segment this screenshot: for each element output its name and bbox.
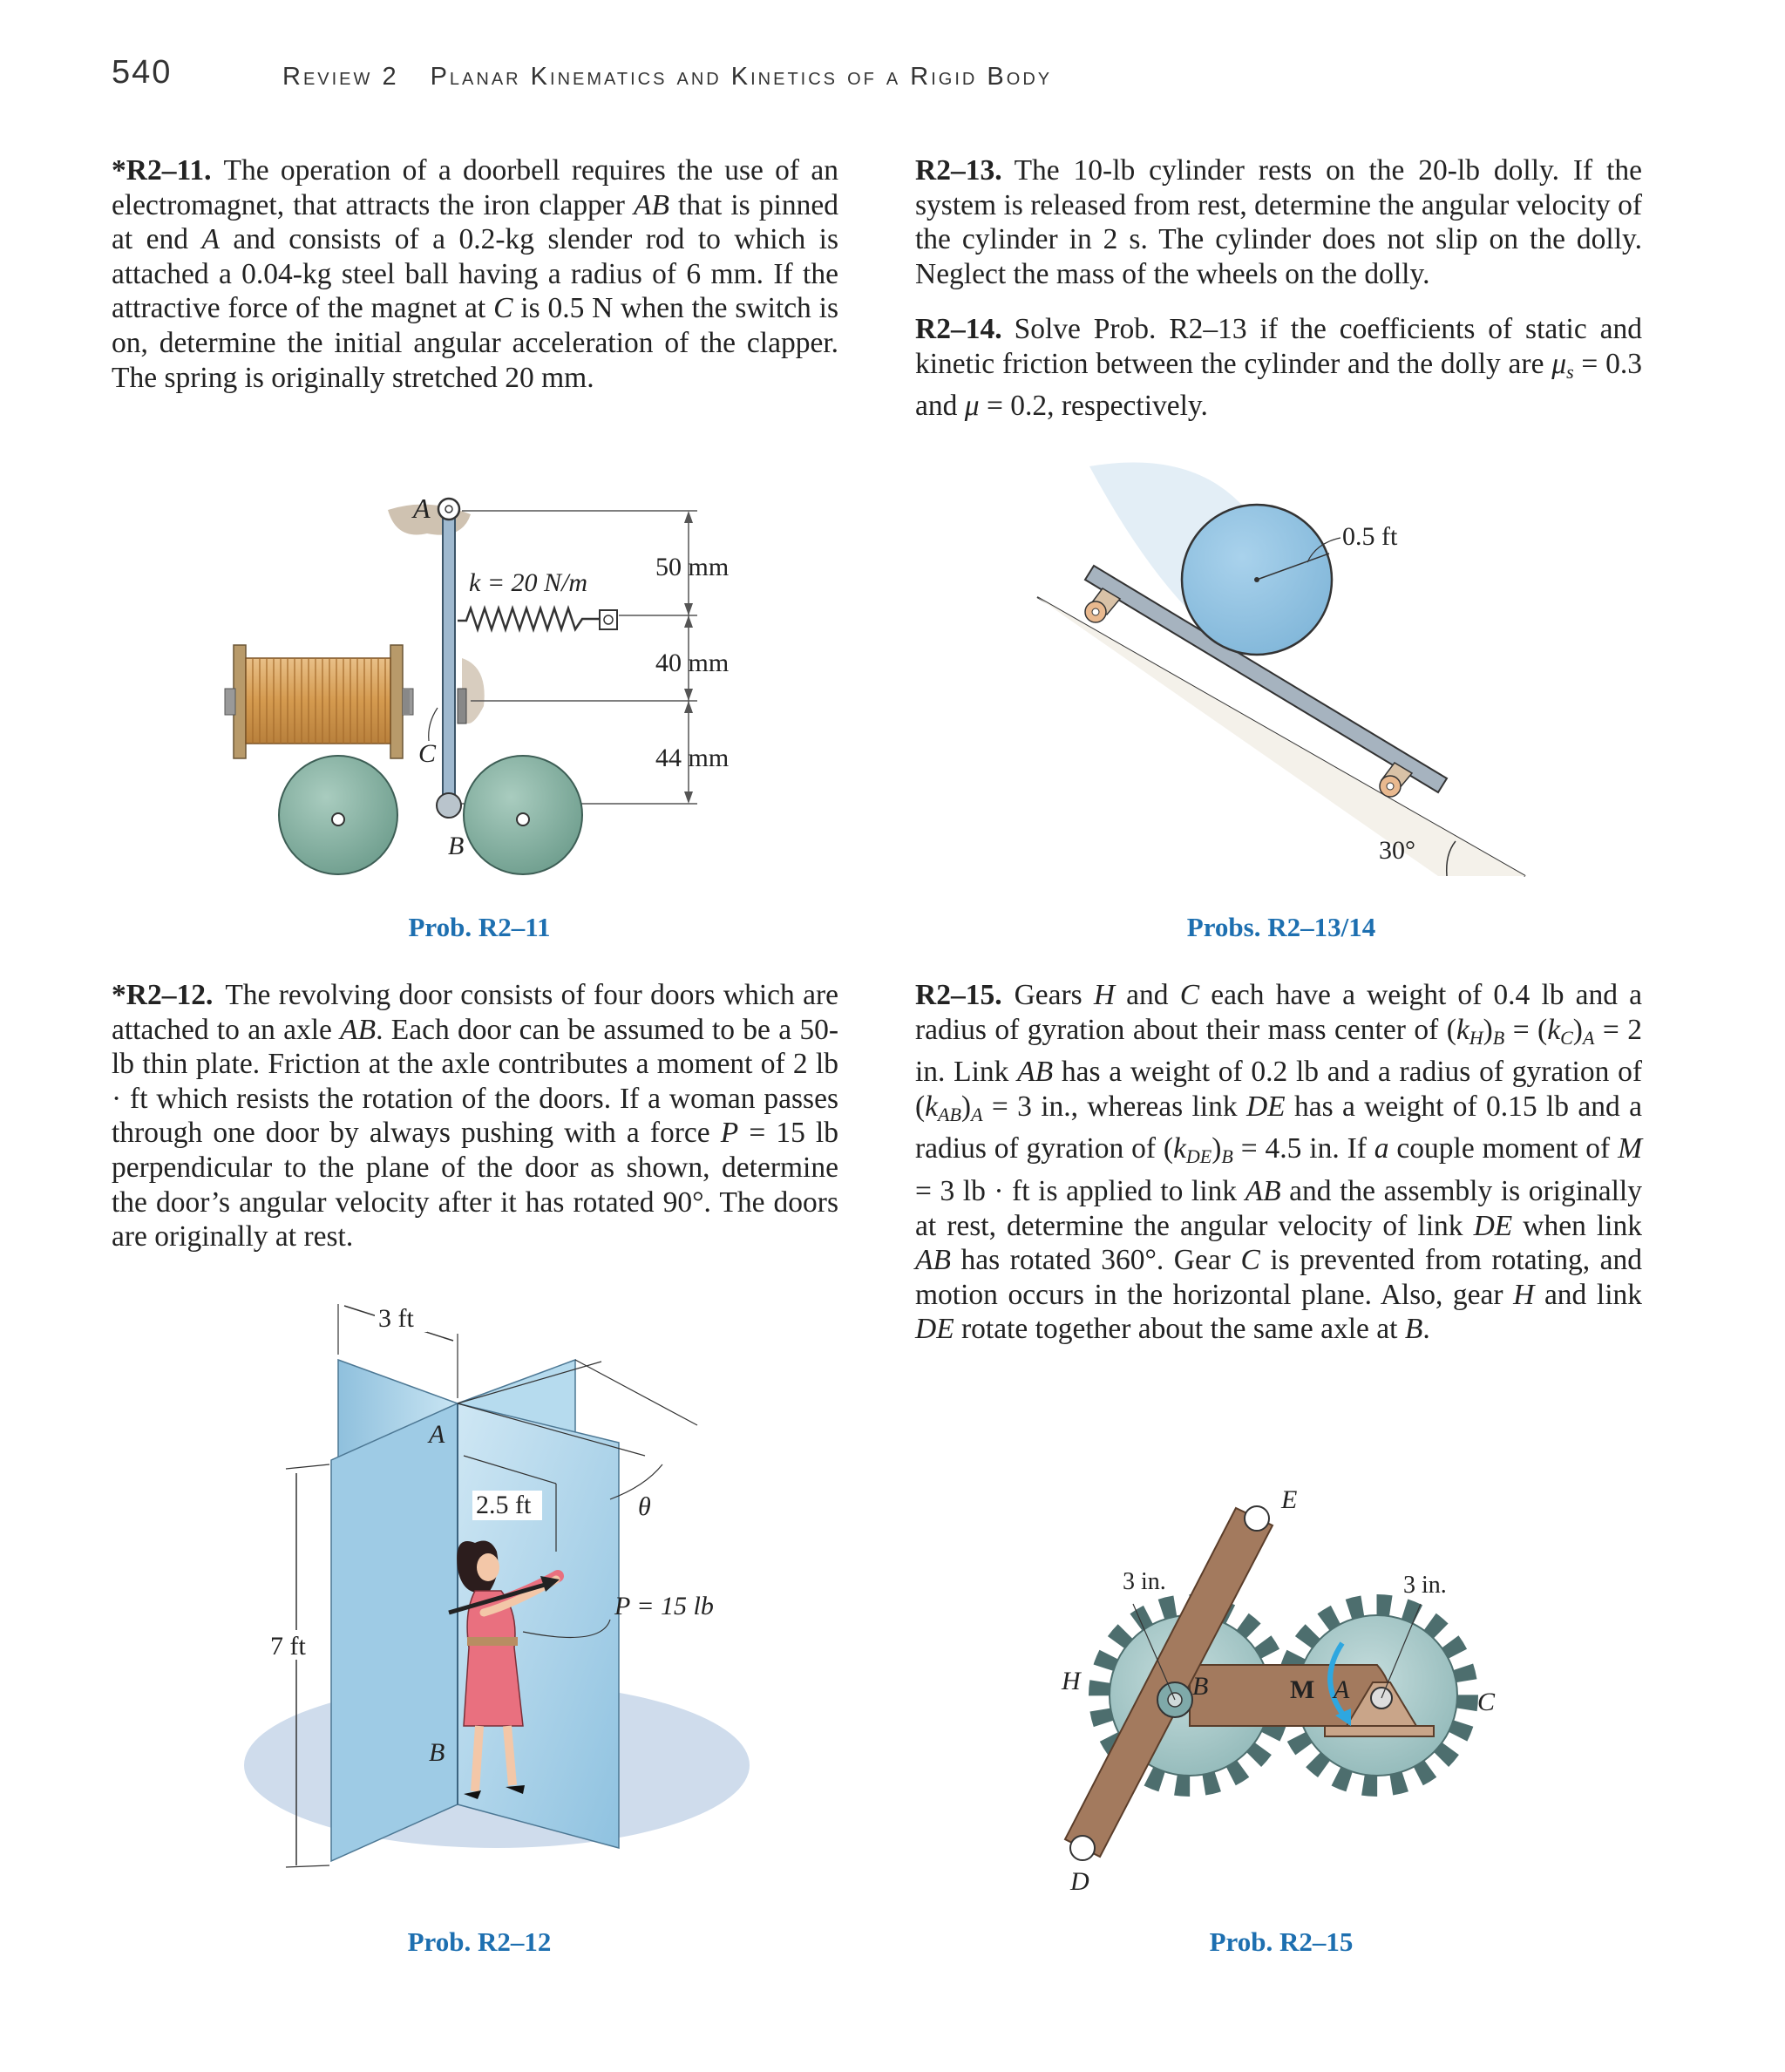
symbol: A xyxy=(201,223,220,256)
arrowhead xyxy=(684,603,693,615)
figure-caption: Prob. R2–11 xyxy=(408,912,551,942)
label-a: A xyxy=(413,493,431,524)
problem-text: . xyxy=(1422,1313,1430,1346)
subscript: H xyxy=(1469,1026,1483,1049)
wheel-hub xyxy=(1387,783,1394,790)
symbol: C xyxy=(493,292,513,325)
symbol: H xyxy=(1513,1278,1535,1311)
symbol: C xyxy=(1179,979,1200,1011)
label-a: A xyxy=(429,1420,445,1449)
problem-text: is prevented from rotating, and motion occurs in the horizontal plane. Also, gear xyxy=(915,1244,1642,1311)
angle-label: 30° xyxy=(1379,836,1415,865)
subscript: A xyxy=(971,1103,983,1125)
label-b: B xyxy=(1192,1672,1209,1701)
symbol: DE xyxy=(915,1313,954,1346)
problem-text: The revolving door consists of four doors which are attached to an axle xyxy=(112,979,838,1046)
problem-text: rotate together about the same axle at xyxy=(954,1313,1405,1346)
arrowhead xyxy=(684,701,693,713)
problem-text: each have a weight of 0.4 lb and a radius of gyration about their mass center of ( xyxy=(915,979,1643,1046)
symbol: μ xyxy=(1551,347,1567,380)
clapper-rod xyxy=(443,511,455,798)
problem-text: = 3 lb · ft is applied to link xyxy=(915,1174,1245,1207)
problem-text: Gears xyxy=(1014,979,1094,1011)
problem-text: = 15 lb perpendicular to the plane of the door as shown, determine the door’s angular velocity after it has rotated 90°. The doors are originally at rest. xyxy=(112,1117,838,1253)
subscript: C xyxy=(1560,1026,1573,1049)
problem-text: and link xyxy=(1534,1278,1642,1311)
dimension-label: 44 mm xyxy=(655,744,730,772)
problem-text: = 0.3 and xyxy=(915,347,1642,423)
problem-text: when link xyxy=(1512,1209,1642,1242)
door-front-left xyxy=(331,1403,458,1861)
page-header xyxy=(112,54,1680,106)
bell-pin xyxy=(332,813,344,825)
reference-line xyxy=(575,1360,697,1425)
page-number: 540 xyxy=(112,54,173,91)
subscript: s xyxy=(1566,360,1574,383)
figure-caption: Prob. R2–12 xyxy=(407,1926,552,1957)
problem-text: ) xyxy=(1211,1132,1222,1165)
dimension-label: 7 ft xyxy=(270,1632,306,1661)
problem-text: The operation of a doorbell requires the use of an electromagnet, that attracts the iron clapper xyxy=(112,154,838,221)
symbol: B xyxy=(1404,1313,1423,1346)
label-b: B xyxy=(429,1738,445,1767)
support-base xyxy=(1325,1726,1434,1736)
symbol: DE xyxy=(1473,1209,1513,1242)
symbol: AB xyxy=(340,1013,377,1046)
symbol: C xyxy=(1240,1244,1260,1277)
running-title xyxy=(282,63,1052,92)
problem-text: has a weight of 0.2 lb and a radius of gyration of ( xyxy=(915,1056,1642,1123)
chapter-title: Planar Kinematics and Kinetics of a Rigid Body xyxy=(430,63,1053,91)
coil-stub xyxy=(225,689,235,715)
problem-id: R2–14. xyxy=(915,313,1002,345)
symbol: μ xyxy=(964,390,980,423)
problem-r2-14 xyxy=(915,312,1642,424)
spring xyxy=(458,608,600,629)
label-c: C xyxy=(418,739,437,768)
problem-id: *R2–12. xyxy=(112,979,214,1011)
contact-plate xyxy=(458,689,466,724)
problem-text: . Each door can be assumed to be a 50-lb thin plate. Friction at the axle contributes a moment of 2 lb · ft which resists the rotation of the doors. If a woman passes through one door by always pushing with a force xyxy=(112,1013,838,1150)
problem-text: = 4.5 in. If xyxy=(1232,1132,1374,1165)
problem-text: = 3 in., whereas link xyxy=(982,1090,1246,1123)
problem-r2-11 xyxy=(112,153,838,395)
problem-text: ) xyxy=(1572,1013,1583,1046)
symbol: M xyxy=(1618,1132,1642,1165)
problem-text: The 10-lb cylinder rests on the 20-lb dolly. If the system is released from rest, determine the angular velocity of the cylinder in 2 s. The cylinder does not slip on the dolly. Neglect the mass of the wheels on the dolly. xyxy=(915,154,1642,290)
problem-text: ) xyxy=(1483,1013,1493,1046)
subscript: DE xyxy=(1185,1145,1212,1168)
clapper-ball xyxy=(437,793,461,818)
symbol: k xyxy=(1173,1132,1186,1165)
dimension-label: 2.5 ft xyxy=(476,1491,532,1519)
problem-text: Solve Prob. R2–13 if the coefficients of static and kinetic friction between the cylinder and the dolly are xyxy=(915,313,1642,380)
problem-text: that is pinned at end xyxy=(112,188,838,256)
problem-id: R2–15. xyxy=(915,979,1002,1011)
wheel-hub xyxy=(1092,608,1099,615)
problem-text: = ( xyxy=(1504,1013,1548,1046)
symbol: AB xyxy=(1245,1174,1281,1207)
symbol: k xyxy=(925,1090,939,1123)
leader-c xyxy=(429,708,438,741)
theta-label: θ xyxy=(638,1492,651,1521)
extension-line xyxy=(286,1464,329,1469)
problem-r2-12 xyxy=(112,978,838,1254)
problem-text: couple moment of xyxy=(1388,1132,1619,1165)
problem-text: = 2 in. Link xyxy=(915,1013,1642,1089)
label-m: M xyxy=(1290,1675,1315,1704)
problem-text: = 0.2, respectively. xyxy=(979,390,1208,423)
symbol: a xyxy=(1374,1132,1389,1165)
label-e: E xyxy=(1281,1485,1298,1514)
pin-d xyxy=(1070,1836,1095,1860)
subscript: B xyxy=(1492,1026,1505,1049)
radius-label: 0.5 ft xyxy=(1342,522,1398,551)
symbol: k xyxy=(1456,1013,1469,1046)
subscript: A xyxy=(1582,1026,1595,1049)
problem-id: R2–13. xyxy=(915,154,1002,187)
symbol: k xyxy=(1547,1013,1561,1046)
bell-pin xyxy=(517,813,529,825)
arrowhead xyxy=(684,615,693,628)
force-label: P = 15 lb xyxy=(614,1592,714,1620)
arrowhead xyxy=(684,511,693,523)
label-b: B xyxy=(448,832,465,860)
radius-label-h: 3 in. xyxy=(1123,1568,1166,1595)
spring-anchor-pin xyxy=(604,615,613,624)
problem-text: has rotated 360°. Gear xyxy=(950,1244,1241,1277)
problem-r2-15 xyxy=(915,978,1642,1347)
pin-e xyxy=(1245,1506,1269,1531)
symbol: P xyxy=(720,1117,739,1150)
symbol: AB xyxy=(634,188,669,221)
magnet-core xyxy=(403,689,410,715)
figure-caption: Probs. R2–13/14 xyxy=(1186,912,1376,942)
electromagnet-coil xyxy=(246,658,390,744)
label-h: H xyxy=(1062,1667,1081,1695)
problem-text: is 0.5 N when the switch is on, determine the initial angular acceleration of the clapper. The spring is originally stretched 20 mm. xyxy=(112,292,838,394)
problem-id: *R2–11. xyxy=(112,154,212,187)
subscript: B xyxy=(1221,1145,1233,1168)
arrowhead xyxy=(684,791,693,804)
problem-r2-13 xyxy=(915,153,1642,291)
review-label: Review 2 xyxy=(282,63,399,91)
figure-caption: Prob. R2–15 xyxy=(1209,1926,1354,1957)
label-a: A xyxy=(1334,1675,1350,1704)
subscript: AB xyxy=(938,1103,961,1125)
symbol: AB xyxy=(915,1244,951,1277)
figure-r2-13-14 xyxy=(1020,458,1543,885)
problem-text: has a weight of 0.15 lb and a radius of gyration of ( xyxy=(915,1090,1642,1165)
dimension-label: 50 mm xyxy=(655,553,730,581)
pin-a-center xyxy=(445,506,452,513)
dimension-label: 40 mm xyxy=(655,649,730,677)
figure-r2-15 xyxy=(1046,1473,1534,1900)
spring-label: k = 20 N/m xyxy=(469,568,588,597)
dimension-label: 3 ft xyxy=(378,1304,414,1333)
figure-r2-12 xyxy=(235,1290,758,1900)
problem-text: ) xyxy=(960,1090,972,1123)
problem-text: and xyxy=(1115,979,1180,1011)
arrowhead xyxy=(684,689,693,701)
figure-r2-11 xyxy=(209,479,767,907)
radius-label-c: 3 in. xyxy=(1403,1572,1447,1599)
coil-bracket xyxy=(390,645,403,758)
symbol: AB xyxy=(1017,1056,1054,1089)
symbol: H xyxy=(1093,979,1116,1011)
label-c: C xyxy=(1477,1688,1496,1716)
problem-text: and the assembly is originally at rest, determine the angular velocity of link xyxy=(915,1174,1642,1242)
problem-text: and consists of a 0.2-kg slender rod to which is attached a 0.04-kg steel ball having a radius of 6 mm. If the attractive force of the magnet at xyxy=(112,223,839,325)
label-d: D xyxy=(1070,1867,1089,1896)
extension-line xyxy=(286,1865,329,1867)
symbol: DE xyxy=(1245,1090,1286,1123)
